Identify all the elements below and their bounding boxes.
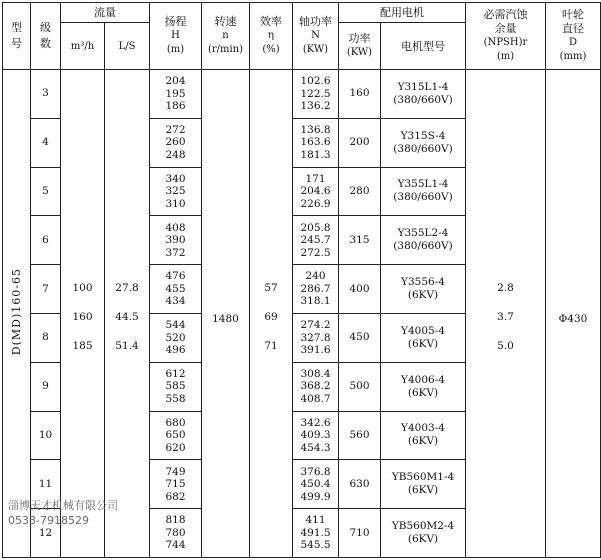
- watermark-phone: 0533-7918529: [8, 514, 89, 527]
- head-value: 325: [165, 185, 186, 198]
- shaft-power-value: 408.7: [300, 392, 331, 405]
- header-stages: 级数: [31, 3, 61, 70]
- flow-m3h-value: 160: [72, 311, 93, 323]
- motor-power-cell: 315: [339, 216, 381, 265]
- shaft-power-cell: [293, 411, 339, 460]
- shaft-power-cell: [293, 118, 339, 167]
- shaft-power-value: 181.3: [300, 148, 331, 161]
- flow-ls-value: 44.5: [115, 311, 139, 323]
- shaft-power-cell: [293, 460, 339, 509]
- motor-voltage: (6KV): [407, 533, 439, 546]
- motor-model-cell: [381, 216, 466, 265]
- shaft-power-cell: [293, 167, 339, 216]
- head-cell: [150, 167, 202, 216]
- header-speed: 转速 n (r/min): [202, 3, 250, 70]
- header-motor-power: 功率 (KW): [339, 23, 381, 70]
- motor-voltage: (380/660V): [393, 142, 453, 155]
- motor-power-cell: 560: [339, 411, 381, 460]
- head-cell: [150, 216, 202, 265]
- motor-model-cell: [381, 70, 466, 119]
- motor-model-name: Y355L1-4: [397, 178, 449, 191]
- stages-cell: 12: [31, 509, 61, 558]
- header-npsh: 必需汽蚀 余量 (NPSH)r (m): [466, 3, 546, 70]
- shaft-power-value: 205.8: [300, 221, 331, 234]
- head-cell: [150, 265, 202, 314]
- head-value: 310: [165, 197, 186, 210]
- head-value: 248: [165, 148, 186, 161]
- head-value: 408: [165, 221, 186, 234]
- shaft-power-cell: [293, 265, 339, 314]
- efficiency-value: 69: [264, 311, 278, 323]
- motor-model-name: YB560M2-4: [391, 520, 455, 533]
- head-cell: [150, 362, 202, 411]
- head-value: 476: [165, 270, 186, 283]
- motor-model-name: Y3556-4: [401, 276, 445, 289]
- shaft-power-value: 240: [305, 270, 326, 283]
- shaft-power-value: 122.5: [300, 87, 331, 100]
- head-value: 496: [165, 344, 186, 357]
- head-value: 260: [165, 136, 186, 149]
- shaft-power-cell: [293, 70, 339, 119]
- efficiency-value: 57: [264, 282, 278, 294]
- stages-cell: 7: [31, 265, 61, 314]
- shaft-power-cell: [293, 216, 339, 265]
- motor-power-cell: 280: [339, 167, 381, 216]
- motor-voltage: (6KV): [407, 435, 439, 448]
- header-flow-m3h: m³/h: [61, 23, 105, 70]
- motor-model-name: Y315L1-4: [397, 80, 449, 93]
- shaft-power-value: 245.7: [300, 234, 331, 247]
- shaft-power-value: 391.6: [300, 344, 331, 357]
- motor-voltage: (6KV): [407, 386, 439, 399]
- model-name: D(MD)160-65: [10, 267, 23, 356]
- shaft-power-value: 226.9: [300, 197, 331, 210]
- shaft-power-value: 286.7: [300, 282, 331, 295]
- head-value: 680: [165, 416, 186, 429]
- stages-cell: 6: [31, 216, 61, 265]
- efficiency-cell: [250, 70, 293, 558]
- head-value: 715: [165, 478, 186, 491]
- head-value: 744: [165, 539, 186, 552]
- head-cell: [150, 313, 202, 362]
- shaft-power-value: 368.2: [300, 380, 331, 393]
- model-cell: [3, 70, 31, 558]
- head-cell: [150, 70, 202, 119]
- motor-power-cell: 400: [339, 265, 381, 314]
- motor-model-name: Y4003-4: [401, 422, 445, 435]
- head-value: 340: [165, 172, 186, 185]
- motor-model-name: YB560M1-4: [391, 471, 455, 484]
- motor-power-cell: 160: [339, 70, 381, 119]
- head-value: 272: [165, 123, 186, 136]
- head-cell: [150, 118, 202, 167]
- shaft-power-value: 204.6: [300, 185, 331, 198]
- stages-cell: 8: [31, 313, 61, 362]
- stages-cell: 4: [31, 118, 61, 167]
- npsh-cell: [466, 70, 546, 558]
- motor-voltage: (6KV): [407, 289, 439, 302]
- stages-cell: 5: [31, 167, 61, 216]
- head-value: 455: [165, 282, 186, 295]
- motor-voltage: (6KV): [407, 337, 439, 350]
- motor-model-cell: [381, 118, 466, 167]
- motor-power-cell: 630: [339, 460, 381, 509]
- flow-ls-value: 51.4: [115, 340, 139, 352]
- motor-model-name: Y315S-4: [400, 129, 446, 142]
- motor-model-cell: [381, 411, 466, 460]
- speed-value: 1480: [212, 313, 239, 325]
- header-shaft-power: 轴功率 N (KW): [293, 3, 339, 70]
- shaft-power-value: 308.4: [300, 367, 331, 380]
- table-row: [3, 70, 601, 119]
- head-value: 612: [165, 367, 186, 380]
- stages-cell: 11: [31, 460, 61, 509]
- stages-cell: 9: [31, 362, 61, 411]
- head-value: 204: [165, 75, 186, 88]
- motor-voltage: (380/660V): [393, 191, 453, 204]
- shaft-power-value: 376.8: [300, 465, 331, 478]
- head-value: 585: [165, 380, 186, 393]
- motor-model-cell: [381, 509, 466, 558]
- motor-model-name: Y4005-4: [401, 324, 445, 337]
- motor-voltage: (380/660V): [393, 240, 453, 253]
- header-model: 型号: [3, 3, 31, 70]
- shaft-power-value: 545.5: [300, 539, 331, 552]
- shaft-power-cell: [293, 362, 339, 411]
- motor-power-cell: 500: [339, 362, 381, 411]
- motor-voltage: (380/660V): [393, 93, 453, 106]
- header-head: 扬程 H (m): [150, 3, 202, 70]
- speed-cell: [202, 70, 250, 558]
- shaft-power-value: 171: [305, 172, 326, 185]
- watermark-company: 淄博天才机械有限公司: [8, 499, 118, 512]
- head-value: 372: [165, 246, 186, 259]
- shaft-power-value: 327.8: [300, 331, 331, 344]
- npsh-value: 5.0: [497, 340, 514, 352]
- header-efficiency: 效率 η (%): [250, 3, 293, 70]
- npsh-value: 2.8: [497, 282, 514, 294]
- motor-model-cell: [381, 362, 466, 411]
- shaft-power-value: 450.4: [300, 478, 331, 491]
- header-impeller: 叶轮 直径 D (mm): [546, 3, 601, 70]
- stages-cell: 10: [31, 411, 61, 460]
- header-flow: 流量: [61, 3, 150, 23]
- shaft-power-cell: [293, 509, 339, 558]
- header-motor-model: 电机型号: [381, 23, 466, 70]
- stages-cell: 3: [31, 70, 61, 119]
- shaft-power-value: 411: [305, 514, 326, 527]
- npsh-value: 3.7: [497, 311, 514, 323]
- head-value: 186: [165, 100, 186, 113]
- head-value: 434: [165, 295, 186, 308]
- shaft-power-value: 342.6: [300, 416, 331, 429]
- shaft-power-value: 163.6: [300, 136, 331, 149]
- shaft-power-value: 491.5: [300, 526, 331, 539]
- motor-power-cell: 200: [339, 118, 381, 167]
- motor-model-name: Y355L2-4: [397, 227, 449, 240]
- impeller-diameter: Φ430: [558, 313, 588, 325]
- shaft-power-value: 274.2: [300, 319, 331, 332]
- flow-ls-value: 27.8: [115, 282, 139, 294]
- shaft-power-value: 102.6: [300, 75, 331, 88]
- head-value: 390: [165, 234, 186, 247]
- shaft-power-cell: [293, 313, 339, 362]
- motor-model-cell: [381, 460, 466, 509]
- impeller-cell: [546, 70, 601, 558]
- shaft-power-value: 318.1: [300, 295, 331, 308]
- header-flow-ls: L/S: [105, 23, 150, 70]
- head-value: 520: [165, 331, 186, 344]
- flow-m3h-value: 100: [72, 282, 93, 294]
- pump-spec-table: [2, 2, 601, 558]
- flow-m3h-cell: [61, 70, 105, 558]
- shaft-power-value: 136.2: [300, 100, 331, 113]
- shaft-power-value: 409.3: [300, 429, 331, 442]
- motor-model-cell: [381, 167, 466, 216]
- motor-model-cell: [381, 265, 466, 314]
- header-motor: 配用电机: [339, 3, 466, 23]
- shaft-power-value: 454.3: [300, 441, 331, 454]
- head-value: 558: [165, 392, 186, 405]
- head-value: 749: [165, 465, 186, 478]
- head-value: 650: [165, 429, 186, 442]
- flow-m3h-value: 185: [72, 340, 93, 352]
- motor-model-name: Y4006-4: [401, 373, 445, 386]
- flow-ls-cell: [105, 70, 150, 558]
- efficiency-value: 71: [264, 340, 278, 352]
- head-value: 780: [165, 526, 186, 539]
- shaft-power-value: 136.8: [300, 123, 331, 136]
- head-value: 818: [165, 514, 186, 527]
- motor-model-cell: [381, 313, 466, 362]
- head-value: 682: [165, 490, 186, 503]
- head-cell: [150, 509, 202, 558]
- head-value: 620: [165, 441, 186, 454]
- head-value: 544: [165, 319, 186, 332]
- shaft-power-value: 499.9: [300, 490, 331, 503]
- motor-power-cell: 450: [339, 313, 381, 362]
- head-cell: [150, 460, 202, 509]
- head-cell: [150, 411, 202, 460]
- motor-voltage: (6KV): [407, 484, 439, 497]
- head-value: 195: [165, 87, 186, 100]
- motor-power-cell: 710: [339, 509, 381, 558]
- shaft-power-value: 272.5: [300, 246, 331, 259]
